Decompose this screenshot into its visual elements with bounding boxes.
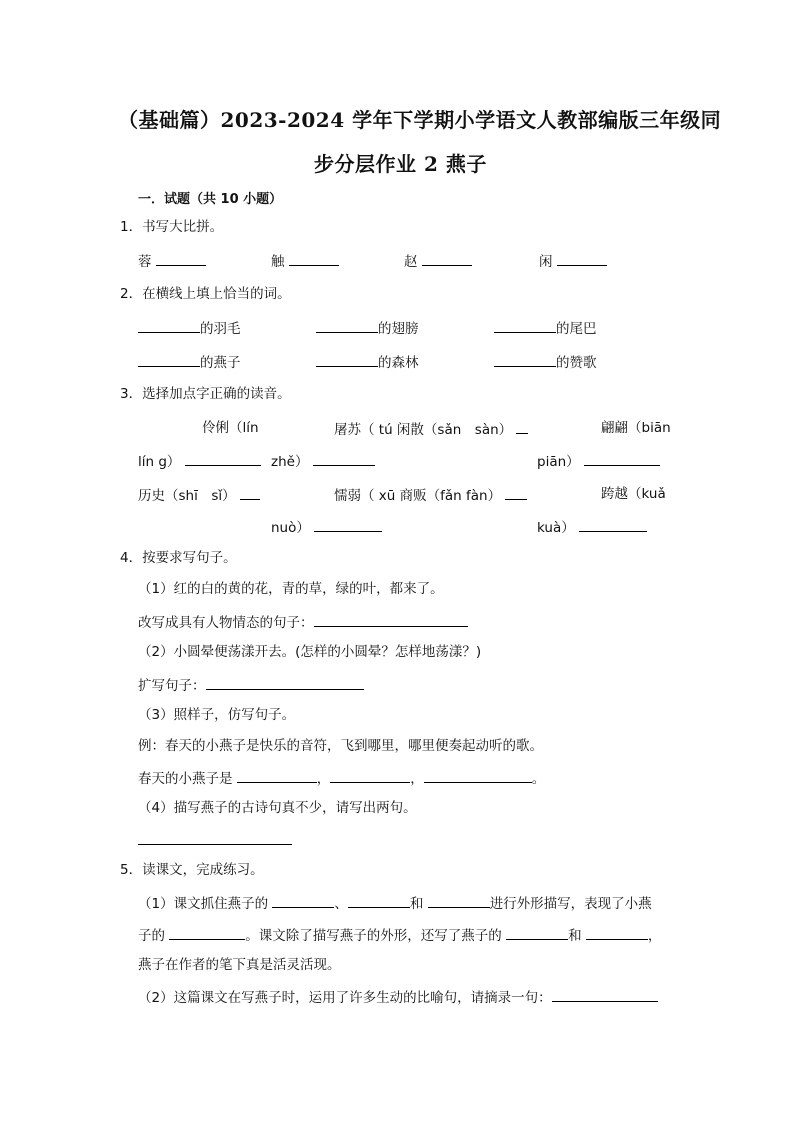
q2-item: 的尾巴 <box>494 318 597 338</box>
q4-part-3: （3）照样子，仿写句子。 <box>138 707 296 723</box>
q4-blank-4[interactable] <box>138 830 292 845</box>
q5-part-2: （2）这篇课文在写燕子时，运用了许多生动的比喻句，请摘录一句： <box>138 987 658 1007</box>
q5-blank-7[interactable] <box>552 987 658 1002</box>
question-3-stem: 3．选择加点字正确的读音。 <box>120 386 291 402</box>
q5-blank-3[interactable] <box>428 893 490 908</box>
q2-item: 的燕子 <box>138 352 241 372</box>
q1-char-3: 赵 <box>404 251 472 271</box>
q4-part-3-task: 春天的小燕子是 ， ， 。 <box>138 768 545 788</box>
q1-blank-2[interactable] <box>289 251 339 266</box>
page-title-line1: （基础篇）2023-2024 学年下学期小学语文人教部编版三年级同 <box>118 108 722 132</box>
q5-blank-2[interactable] <box>348 893 410 908</box>
q3-blank-d[interactable] <box>240 485 260 500</box>
q5-blank-6[interactable] <box>586 925 648 940</box>
q3-blank-c[interactable] <box>584 451 660 466</box>
q1-char-1: 蓉 <box>138 251 206 271</box>
q3-item-f-line2: kuà） <box>537 517 647 537</box>
q2-blank[interactable] <box>138 318 200 333</box>
q4-blank-2[interactable] <box>206 675 364 690</box>
q4-blank-3a[interactable] <box>237 768 317 783</box>
q2-blank[interactable] <box>494 352 556 367</box>
q2-item: 的赞歌 <box>494 352 597 372</box>
q5-blank-4[interactable] <box>169 925 245 940</box>
q5-blank-5[interactable] <box>506 925 568 940</box>
q3-item-b-line1: 屠苏（ tú 闲散（sǎn sàn） <box>334 419 528 439</box>
section-heading: 一．试题（共 10 小题） <box>138 192 283 207</box>
q3-item-a-line1: 伶俐（lín <box>202 420 259 436</box>
q5-blank-1[interactable] <box>272 893 334 908</box>
q3-item-e-line1: 懦弱（ xū 商贩（fǎn fàn） <box>334 485 527 505</box>
q4-part-3-example: 例：春天的小燕子是快乐的音符，飞到哪里，哪里便奏起动听的歌。 <box>138 738 543 754</box>
q3-blank-b2[interactable] <box>313 451 375 466</box>
q2-blank[interactable] <box>138 352 200 367</box>
q5-part-1-line2: 子的 。课文除了描写燕子的外形，还写了燕子的 和 ， <box>138 925 661 945</box>
q3-blank-a[interactable] <box>185 451 261 466</box>
q1-char-2: 触 <box>271 251 339 271</box>
q3-blank-f[interactable] <box>579 517 647 532</box>
q5-part-1-line3: 燕子在作者的笔下真是活灵活现。 <box>138 957 341 973</box>
q3-item-c-line1: 翩翩（biān <box>601 420 671 436</box>
q4-part-4: （4）描写燕子的古诗句真不少，请写出两句。 <box>138 800 417 816</box>
q4-part-4-answer <box>138 830 292 850</box>
q4-part-1-task: 改写成具有人物情态的句子： <box>138 612 468 632</box>
q1-blank-3[interactable] <box>422 251 472 266</box>
question-4-stem: 4．按要求写句子。 <box>120 550 237 566</box>
q3-blank-e2[interactable] <box>314 517 382 532</box>
q2-item: 的羽毛 <box>138 318 241 338</box>
q5-part-1-line1: （1）课文抓住燕子的 、 和 进行外形描写，表现了小燕 <box>138 893 652 913</box>
q2-item: 的森林 <box>316 352 419 372</box>
question-5-stem: 5．读课文，完成练习。 <box>120 862 264 878</box>
q2-blank[interactable] <box>316 352 378 367</box>
q3-blank-e1[interactable] <box>505 485 527 500</box>
q3-item-a-line2: lín g） <box>138 451 261 471</box>
q4-part-1: （1）红的白的黄的花，青的草，绿的叶，都来了。 <box>138 581 444 597</box>
q4-blank-3c[interactable] <box>424 768 532 783</box>
q2-item: 的翅膀 <box>316 318 419 338</box>
q4-part-2: （2）小圆晕便荡漾开去。(怎样的小圆晕？怎样地荡漾？) <box>138 644 482 660</box>
q1-blank-1[interactable] <box>156 251 206 266</box>
q4-blank-3b[interactable] <box>330 768 410 783</box>
q1-char-4: 闲 <box>539 251 607 271</box>
q3-item-e-line2: nuò） <box>271 517 382 537</box>
question-1-stem: 1．书写大比拼。 <box>120 219 224 235</box>
q2-blank[interactable] <box>316 318 378 333</box>
q3-item-c-line2: piān） <box>537 451 660 471</box>
q3-blank-b1[interactable] <box>516 419 528 434</box>
q3-item-d: 历史（shī sǐ） <box>138 485 260 505</box>
q4-part-2-task: 扩写句子： <box>138 675 364 695</box>
page-title-line2: 步分层作业 2 燕子 <box>314 152 487 176</box>
q3-item-b-line2: zhě） <box>271 451 375 471</box>
q3-item-f-line1: 跨越（kuǎ <box>601 486 666 502</box>
q4-blank-1[interactable] <box>314 612 468 627</box>
q1-blank-4[interactable] <box>557 251 607 266</box>
question-2-stem: 2．在横线上填上恰当的词。 <box>120 286 291 302</box>
q2-blank[interactable] <box>494 318 556 333</box>
